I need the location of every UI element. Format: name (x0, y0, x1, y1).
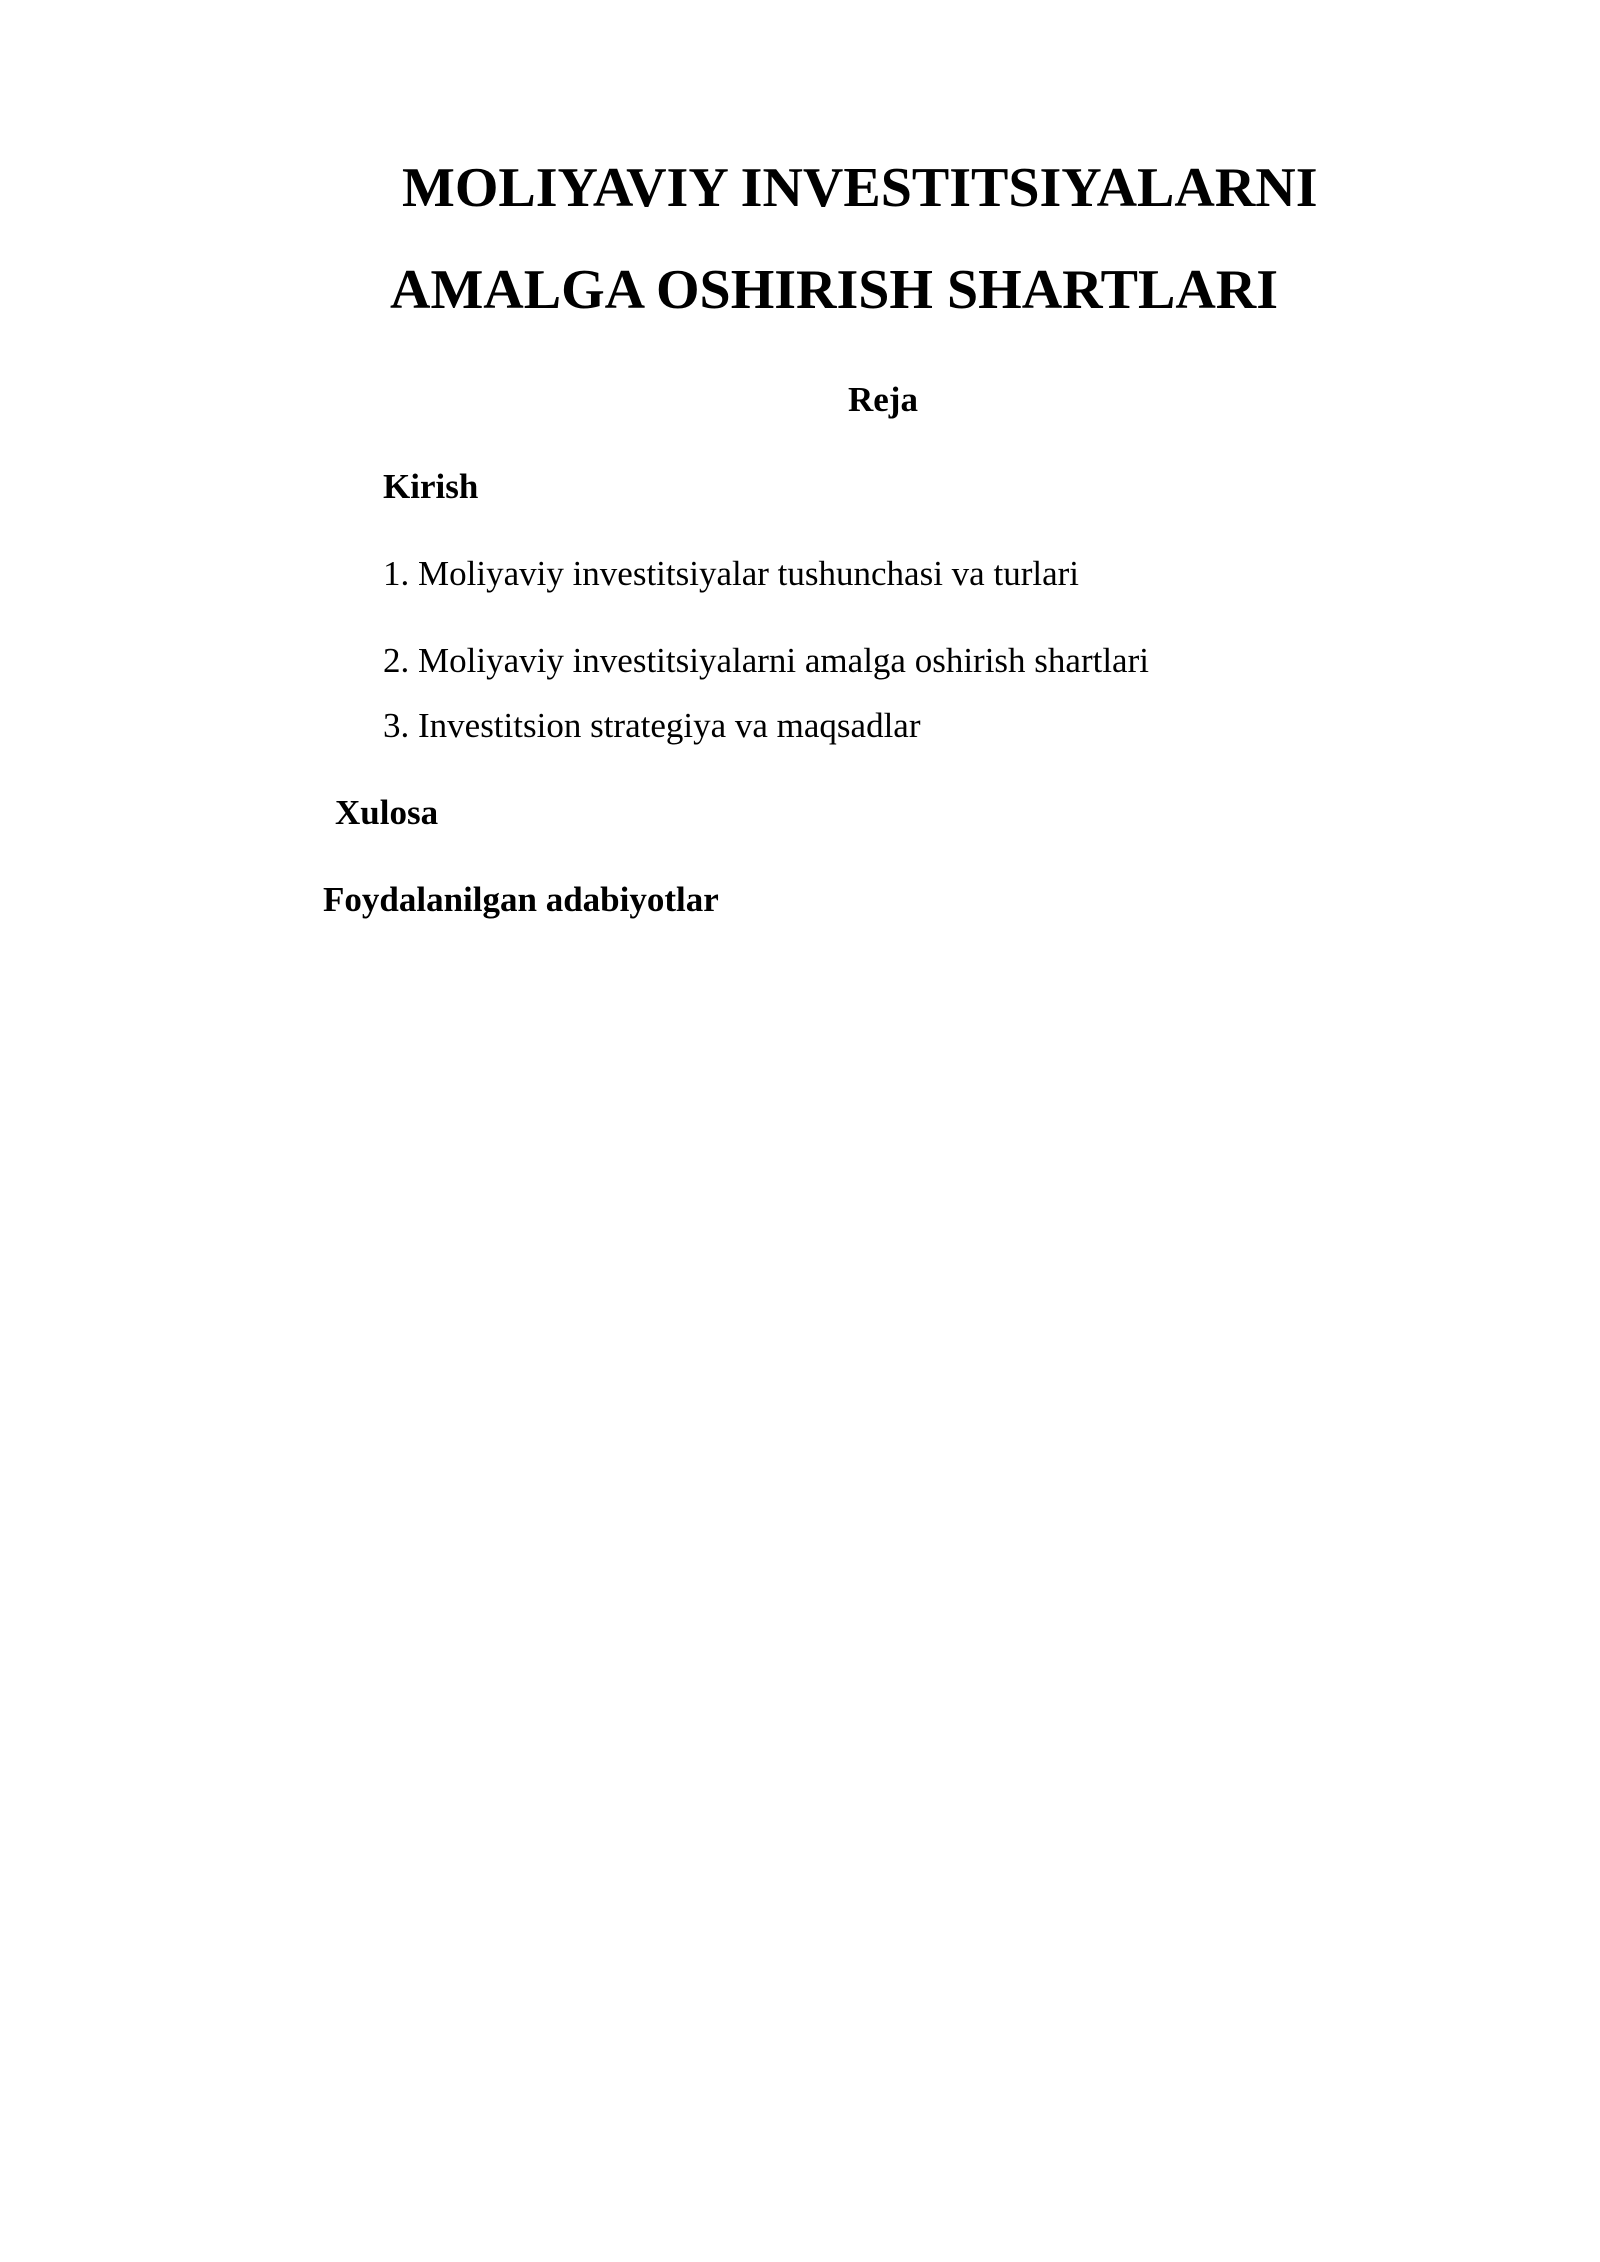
references-heading: Foydalanilgan adabiyotlar (323, 880, 719, 919)
plan-item-3: 3. Investitsion strategiya va maqsadlar (383, 706, 921, 745)
plan-item-2: 2. Moliyaviy investitsiyalarni amalga oshirish shartlari (383, 641, 1149, 680)
plan-item-1: 1. Moliyaviy investitsiyalar tushunchasi va turlari (383, 554, 1079, 593)
plan-heading: Reja (848, 380, 918, 419)
conclusion-heading: Xulosa (335, 793, 439, 832)
intro-heading: Kirish (383, 467, 479, 506)
document-title-line-1: MOLIYAVIY INVESTITSIYALARNI (402, 157, 1318, 219)
document-title-line-2: AMALGA OSHIRISH SHARTLARI (390, 259, 1278, 321)
